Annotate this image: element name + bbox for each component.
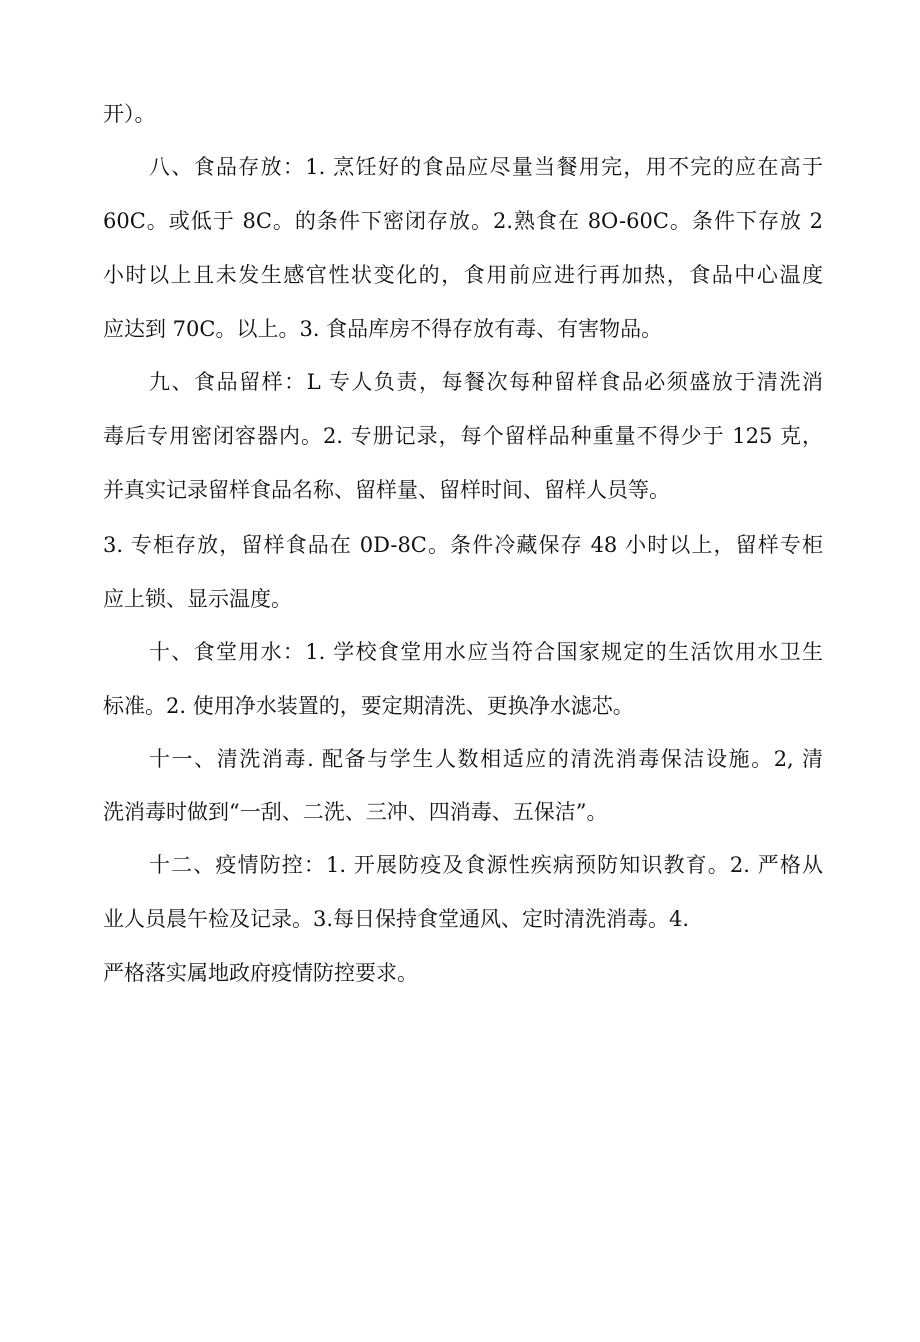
section-9-line-3: 并真实记录留样食品名称、留样量、留样时间、留样人员等。 — [103, 478, 670, 502]
section-11-line-1: 十一、清洗消毒. 配备与学生人数相适应的清洗消毒保洁设施。2, 清 — [149, 747, 823, 771]
section-8-line-1: 八、食品存放：1. 烹饪好的食品应尽量当餐用完，用不完的应在高于 — [149, 155, 823, 179]
section-12-line-3: 严格落实属地政府疫情防控要求。 — [103, 961, 418, 985]
section-8-line-3: 小时以上且未发生感官性状变化的，食用前应进行再加热，食品中心温度 — [103, 263, 823, 287]
text-line: 开）。 — [103, 102, 156, 126]
section-9-line-5: 应上锁、显示温度。 — [103, 587, 292, 611]
section-9-line-1: 九、食品留样：L 专人负责，每餐次每种留样食品必须盛放于清洗消 — [149, 370, 823, 394]
section-12-line-2: 业人员晨午检及记录。3.每日保持食堂通风、定时清洗消毒。4. — [103, 907, 690, 931]
section-12-line-1: 十二、疫情防控：1. 开展防疫及食源性疾病预防知识教育。2. 严格从 — [149, 853, 823, 877]
section-8-line-2: 60C。或低于 8C。的条件下密闭存放。2.熟食在 8O-60C。条件下存放 2 — [103, 209, 823, 233]
section-11-line-2: 洗消毒时做到“一刮、二洗、三冲、四消毒、五保洁”。 — [103, 800, 608, 824]
section-10-line-2: 标准。2. 使用净水装置的，要定期清洗、更换净水滤芯。 — [103, 694, 634, 718]
section-9-line-2: 毒后专用密闭容器内。2. 专册记录，每个留样品种重量不得少于 125 克， — [103, 424, 823, 448]
section-9-line-4: 3. 专柜存放，留样食品在 0D-8C。条件冷藏保存 48 小时以上，留样专柜 — [103, 533, 823, 557]
section-10-line-1: 十、食堂用水：1. 学校食堂用水应当符合国家规定的生活饮用水卫生 — [149, 640, 823, 664]
section-8-line-4: 应达到 70C。以上。3. 食品库房不得存放有毒、有害物品。 — [103, 317, 663, 341]
